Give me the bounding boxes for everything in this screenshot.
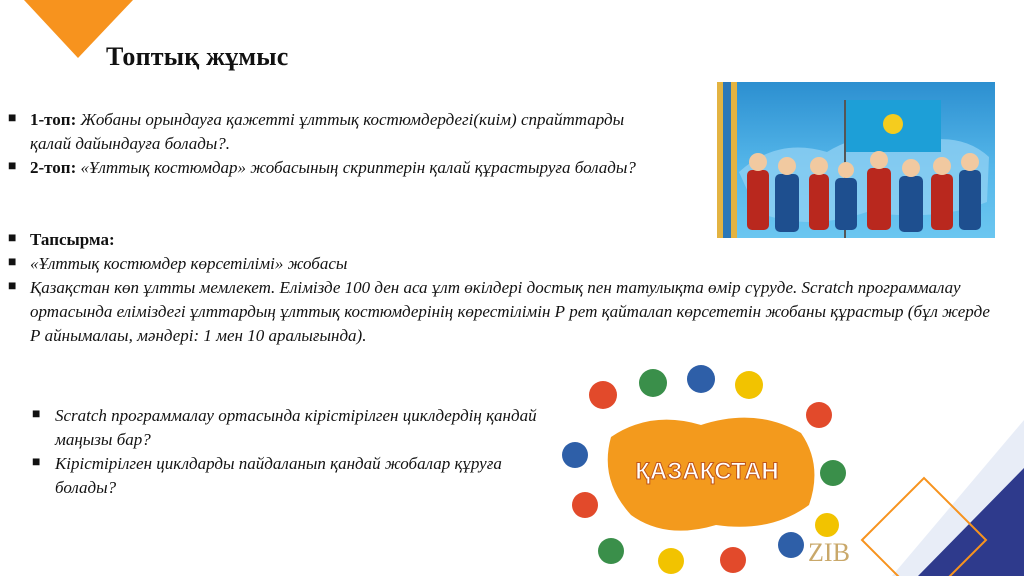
list-item <box>0 108 660 156</box>
question-text: Scratch программалау ортасында кірістірілген циклдердің қандай маңызы бар? <box>55 406 537 449</box>
group-text: «Ұлттық костюмдар» жобасының скриптерін қалай құрастыруға болады? <box>76 158 636 177</box>
bullet-icon: ■ <box>32 407 41 422</box>
list-item <box>0 276 990 348</box>
group-label: 2-топ: <box>30 158 77 177</box>
list-item <box>0 252 990 276</box>
bullet-icon: ■ <box>8 279 17 294</box>
task-label: Тапсырма: <box>30 230 115 249</box>
national-costumes-illustration <box>717 82 995 238</box>
list-item <box>0 452 540 500</box>
kazakhstan-map-image <box>551 355 856 576</box>
task-list <box>0 228 990 348</box>
list-item <box>0 404 540 452</box>
logo-text: ZIB <box>808 538 850 567</box>
group-list <box>0 108 660 180</box>
group-label: 1-топ: <box>30 110 77 129</box>
group-text: Жобаны орындауға қажетті ұлттық костюмдердегі(киім) спрайттарды қалай дайындауға болады?. <box>30 110 625 153</box>
bullet-icon: ■ <box>32 455 41 470</box>
bullet-icon: ■ <box>8 111 17 126</box>
map-label: ҚАЗАҚСТАН <box>635 458 779 485</box>
bullet-icon: ■ <box>8 231 17 246</box>
page-title: Топтық жұмыс <box>106 42 289 71</box>
question-text: Кірістірілген циклдарды пайдаланып қандай жобалар құруға болады? <box>55 454 502 497</box>
question-list <box>0 404 540 500</box>
task-item: Қазақстан көп ұлтты мемлекет. Елімізде 100 ден аса ұлт өкілдері достық пен татулықта өмір сүруде. Scratch программалау ортасында еліміздегі ұлттардың ұлттық костюмдерінің көрестілімін Р рет қайталап көрсететін жобаны құрастыр (бұл жерде Р айнымалаы, мәндері: 1 мен 10 аралығында). <box>30 278 990 345</box>
bullet-icon: ■ <box>8 255 17 270</box>
corner-shapes-bottom-right <box>840 380 1024 576</box>
kazakhstan-map-illustration <box>551 355 856 576</box>
bullet-icon: ■ <box>8 159 17 174</box>
list-item <box>0 156 660 180</box>
national-costumes-image <box>717 82 995 238</box>
task-item: «Ұлттық костюмдер көрсетілімі» жобасы <box>30 254 348 273</box>
